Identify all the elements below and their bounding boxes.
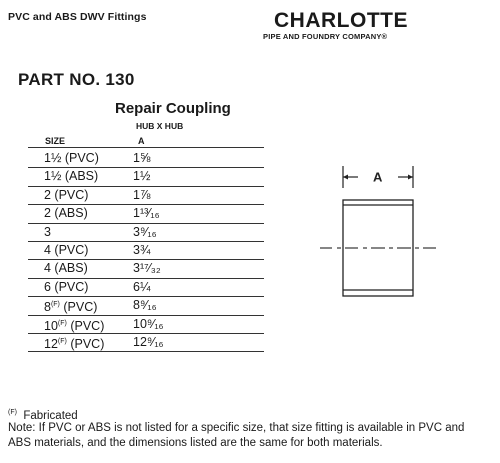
table-cell-a: 1⅞ <box>133 187 151 202</box>
brand-subtitle: PIPE AND FOUNDRY COMPANY® <box>263 32 388 41</box>
table-cell-size: 4 (PVC) <box>44 243 89 257</box>
footnote-note-line-2: ABS materials, and the dimensions listed are the same for both materials. <box>8 437 383 449</box>
table-cell-size: 3 <box>44 224 51 239</box>
table-cell-a: 1¹³⁄₁₆ <box>133 206 160 221</box>
dimension-label: A <box>373 169 383 185</box>
table-cell-size: 1½ (ABS) <box>44 169 99 184</box>
table-rule <box>28 278 264 279</box>
size-value: 10 <box>44 318 58 333</box>
table-cell-size: 6 (PVC) <box>44 279 89 294</box>
table-rule <box>28 223 264 224</box>
brand-logo <box>274 10 408 32</box>
table-cell-size <box>44 335 104 351</box>
size-value: 8 <box>44 300 51 315</box>
table-cell-a: 1⅝ <box>133 151 151 165</box>
column-header-a: A <box>138 136 145 146</box>
footnote-mark: (F) <box>8 409 17 416</box>
table-rule <box>28 186 264 187</box>
part-number: PART NO. 130 <box>18 70 135 89</box>
table-cell-a: 3¾ <box>133 243 151 257</box>
column-header-size: SIZE <box>45 136 66 146</box>
fabricated-mark: (F) <box>50 301 60 309</box>
table-cell-a: 10⁹⁄₁₆ <box>133 316 164 331</box>
size-material: (PVC) <box>66 337 105 352</box>
footnote-fabricated-text: Fabricated <box>23 409 78 422</box>
table-rule <box>28 241 264 242</box>
table-rule <box>28 167 264 168</box>
coupling-diagram <box>318 158 438 308</box>
table-rule <box>28 259 264 260</box>
fabricated-mark: (F) <box>57 338 67 345</box>
footnote-note-line-1: Note: If PVC or ABS is not listed for a specific size, that size fitting is available in PVC and <box>8 422 465 434</box>
table-cell-size: 4 (ABS) <box>44 261 88 276</box>
size-material: (PVC) <box>59 300 98 315</box>
fitting-title: Repair Coupling <box>115 100 231 117</box>
category-title: PVC and ABS DWV Fittings <box>8 11 147 23</box>
table-cell-size: 1½ (PVC) <box>44 151 99 165</box>
table-cell-a: 3⁹⁄₁₆ <box>133 224 157 239</box>
table-cell-a: 8⁹⁄₁₆ <box>133 298 157 313</box>
brand-name: CHARLOTTE <box>274 9 408 32</box>
table-rule <box>28 333 264 334</box>
table-cell-a: 3¹⁷⁄₃₂ <box>133 261 161 276</box>
table-cell-size <box>44 298 97 314</box>
table-cell-size <box>44 317 104 333</box>
table-cell-a: 12⁹⁄₁₆ <box>133 335 164 349</box>
table-rule <box>28 315 264 316</box>
fitting-subtitle: HUB X HUB <box>136 121 184 131</box>
table-rule <box>28 147 264 148</box>
table-rule <box>28 296 264 297</box>
table-rule <box>28 204 264 205</box>
fabricated-mark: (F) <box>57 319 67 327</box>
table-cell-size: 2 (ABS) <box>44 206 88 221</box>
table-rule <box>28 351 264 352</box>
size-value: 12 <box>44 337 58 352</box>
table-cell-a: 6¼ <box>133 279 151 294</box>
table-cell-a: 1½ <box>133 169 151 184</box>
table-cell-size: 2 (PVC) <box>44 187 89 202</box>
size-material: (PVC) <box>66 318 105 333</box>
